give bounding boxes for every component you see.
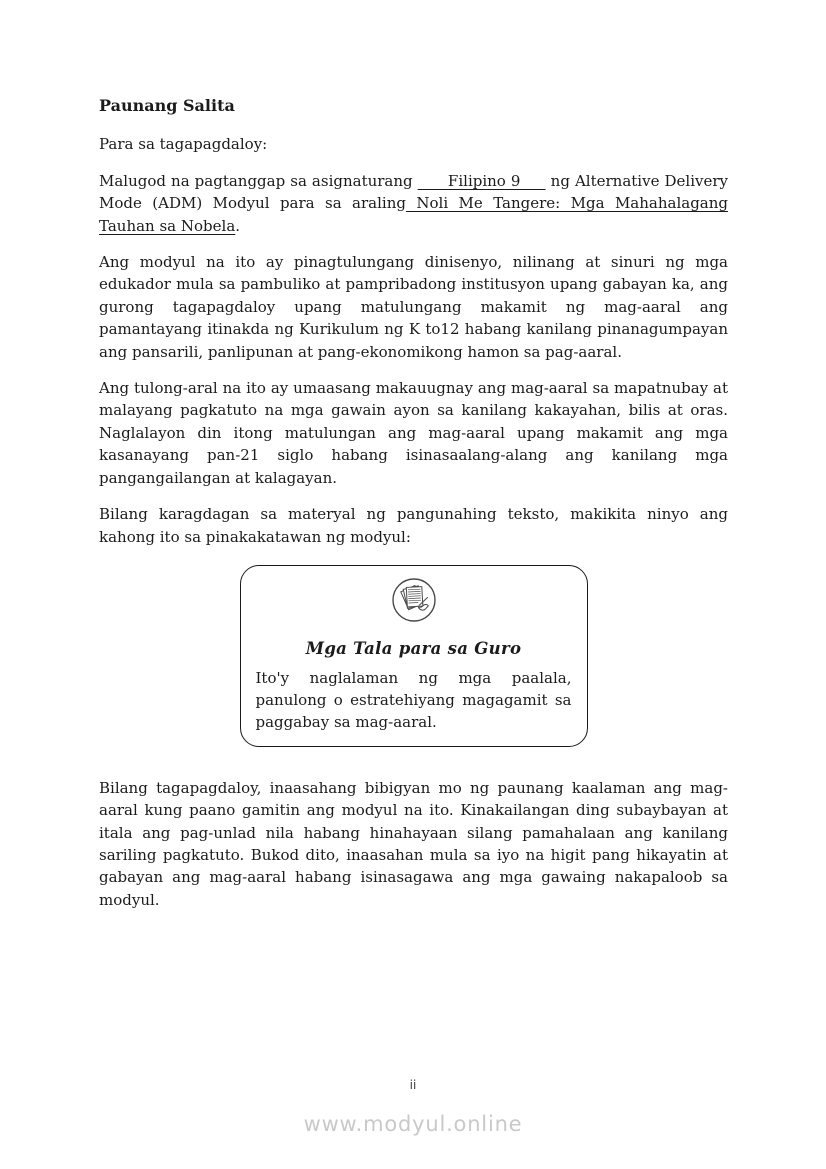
subject-blank-underlined: Filipino 9 [417,171,546,190]
paragraph-welcome-text-3: . [235,216,241,235]
paragraph-module-design: Ang modyul na ito ay pinagtulungang dinisenyo, nilinang at sinuri ng mga edukador mula sa pambuliko at pampribadong institusyon upang gabayan ka, ang gurong tagapagdaloy upang matulungang makamit ng mag-aaral ang pamantayang itinakda ng Kurikulum ng K to12 habang kanilang pinanagumpayan ang pansarili, panlipunan at pang-ekonomikong hamon sa pag-aaral. [99,253,728,361]
document-content [99,95,728,925]
paragraph-welcome-text-2: ng Alternative Delivery Mode (ADM) Modyul para sa araling [99,171,728,213]
notes-hand-icon [391,577,437,623]
lesson-title-underlined: Noli Me Tangere: Mga Mahahalagang Tauhan sa Nobela [99,194,728,235]
paragraph-welcome-text-1: Malugod na pagtanggap sa asignaturang [99,171,418,190]
page-number: ii [409,1078,417,1092]
note-box-title: Mga Tala para sa Guro [305,639,522,659]
note-box [240,565,588,747]
note-box-body: Ito'y naglalaman ng mga paalala, panulong o estratehiyang magagamit sa paggabay sa mag-aaral. [255,668,572,731]
section-heading: Paunang Salita [99,96,235,115]
paragraph-facilitator-duty: Bilang tagapagdaloy, inaasahang bibigyan mo ng paunang kaalaman ang mag-aaral kung paano gamitin ang modyul na ito. Kinakailangan ding subaybayan at itala ang pag-unlad nila habang hinahayaan silang pamahalaan ang kanilang sariling pagkatuto. Bukod dito, inaasahan mula sa iyo na higit pang hikayatin at gabayan ang mag-aaral habang isinasagawa ang mga gawaing nakapaloob sa modyul. [99,778,728,909]
paragraph-welcome [99,170,728,237]
paragraph-tulong-aral: Ang tulong-aral na ito ay umaasang makauugnay ang mag-aaral sa mapatnubay at malayang pagkatuto na mga gawain ayon sa kanilang kakayahan, bilis at oras. Naglalayon din itong matulungan ang mag-aaral upang makamit ang mga kasanayang pan-21 siglo habang isinasaalang-alang ang kanilang mga pangangailangan at kalagayan. [99,379,728,487]
watermark: www.modyul.online [303,1112,523,1136]
paragraph-box-intro: Bilang karagdagan sa materyal ng pangunahing teksto, makikita ninyo ang kahong ito sa pinakakatawan ng modyul: [99,505,728,546]
salutation: Para sa tagapagdaloy: [99,135,268,154]
